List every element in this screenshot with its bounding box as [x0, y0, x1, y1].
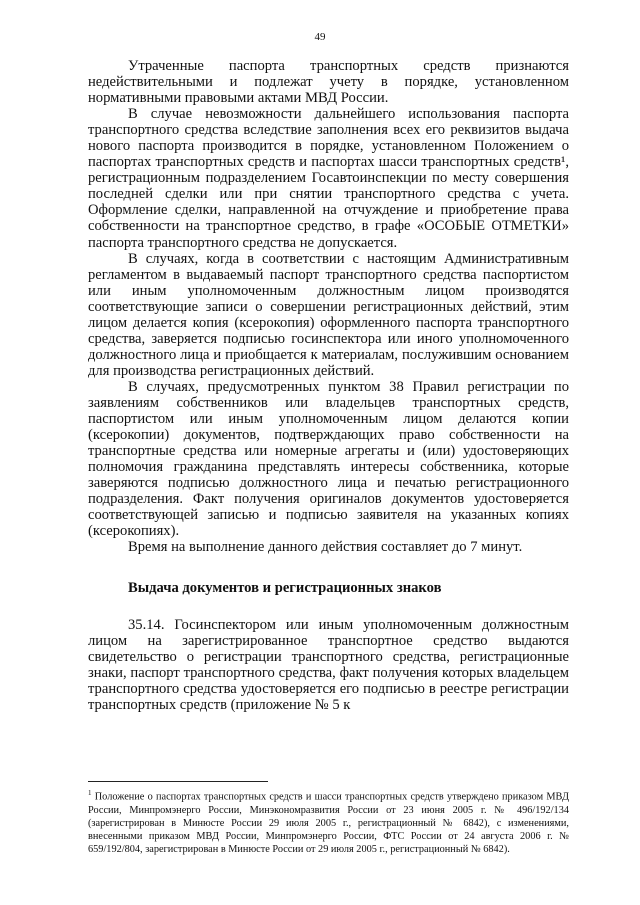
paragraph: В случаях, когда в соответствии с настоящим Административным регламентом в выдаваемый паспорт транспортного средства паспортистом или иным уполномоченным должностным лицом производятся соответствующие записи о совершении регистрационных действий, этим лицом делается копия (ксерокопия) оформленного паспорта транспортного средства, заверяется подписью госинспектора или иного уполномоченного должностного лица и приобщается к материалам, послужившим основанием для производства регистрационных действий.	[88, 250, 569, 379]
paragraph: Утраченные паспорта транспортных средств признаются недействительными и подлежат учету в порядке, установленном нормативными правовыми актами МВД России.	[88, 58, 569, 107]
footnote	[88, 787, 569, 856]
paragraph: В случаях, предусмотренных пунктом 38 Правил регистрации по заявлениям собственников или владельцев транспортных средств, паспортистом или иным уполномоченным лицом делаются копии (ксерокопии) документов, подтверждающих право собственности на транспортные средства или номерные агрегаты и (или) удостоверяющих полномочия гражданина представлять интересы собственника, которые заверяются подписью должностного лица и печатью регистрационного подразделения. Факт получения оригиналов документов удостоверяется соответствующей записью и подписью заявителя на указанных копиях (ксерокопиях).	[88, 378, 569, 540]
paragraph-35-14: 35.14. Госинспектором или иным уполномоченным должностным лицом на зарегистрированное транспортное средство выдаются свидетельство о регистрации транспортного средства, регистрационные знаки, паспорт транспортного средства, факт получения которых владельцем транспортного средства удостоверяется его подписью в реестре регистрации транспортных средств (приложение № 5 к	[88, 616, 569, 713]
footnote-divider	[88, 781, 268, 782]
document-body	[88, 58, 569, 713]
page-number: 49	[314, 31, 326, 43]
footnote-text: Положение о паспортах транспортных средств и шасси транспортных средств утверждено приказом МВД России, Минпромэнерго России, Минэкономразвития России от 23 июня 2005 г. № 496/192/134 (зарегистрирован в Минюсте России 29 июля 2005 г., регистрационный № 6842), с изменениями, внесенными приказом МВД России, Минпромэнерго России, ФТС России от 24 августа 2006 г. № 659/192/804, зарегистрирован в Минюсте России от 29 июля 2005 г., регистрационный № 6842).	[88, 791, 569, 856]
paragraph: Время на выполнение данного действия составляет до 7 минут.	[128, 539, 523, 556]
footnote-marker: 1	[88, 789, 92, 797]
section-heading: Выдача документов и регистрационных знаков	[128, 580, 442, 597]
paragraph: В случае невозможности дальнейшего использования паспорта транспортного средства вследствие заполнения всех его реквизитов выдача нового паспорта производится в порядке, установленном Положением о паспортах транспортных средств и паспортах шасси транспортных средств¹, регистрационным подразделением Госавтоинспекции по месту совершения последней сделки или при снятии транспортного средства с учета. Оформление сделки, направленной на отчуждение и приобретение права собственности на транспортное средство, в графе «ОСОБЫЕ ОТМЕТКИ» паспорта транспортного средства не допускается.	[88, 106, 569, 251]
